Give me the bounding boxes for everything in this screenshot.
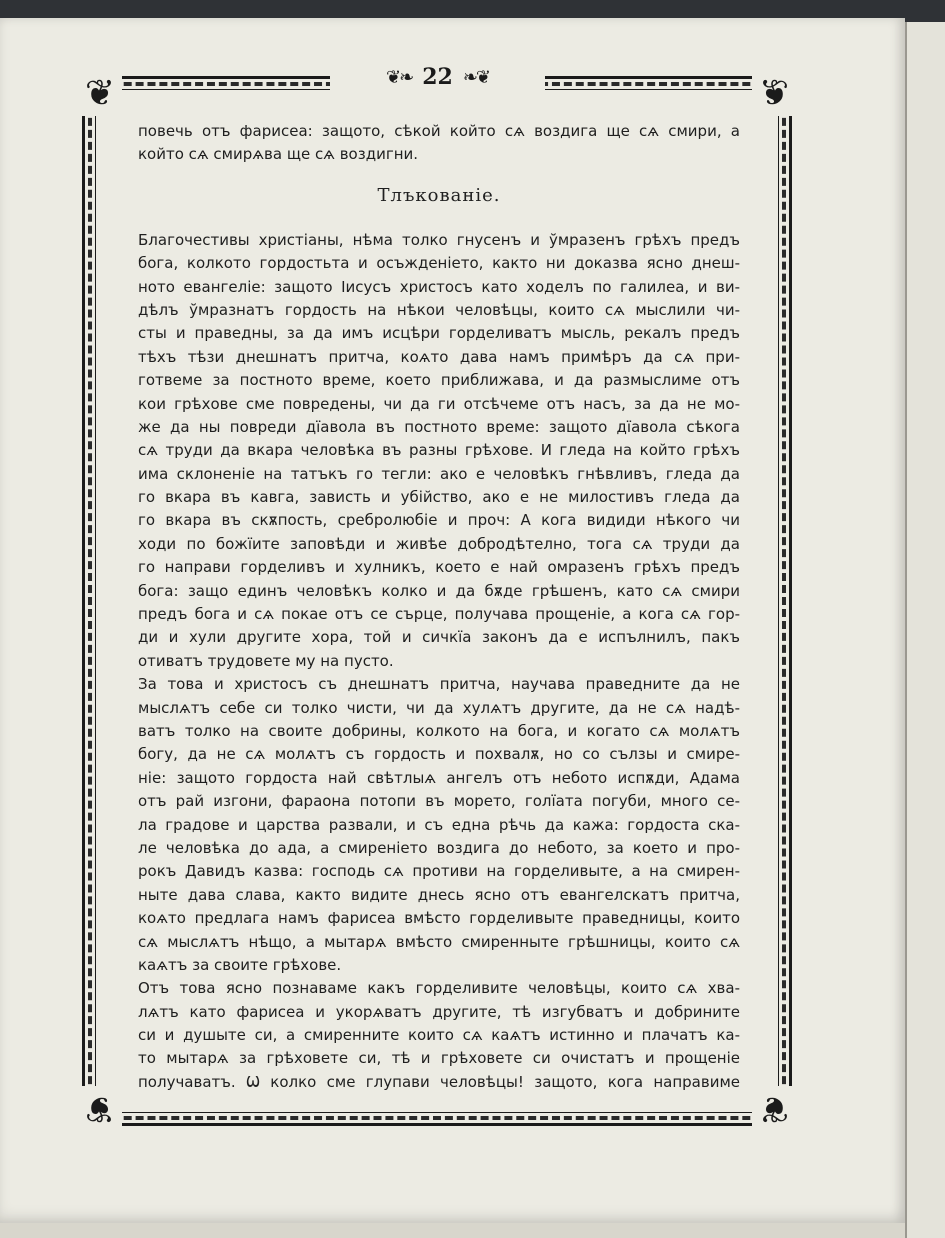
text-line: ди и хули другите хора, той и сичкїа законъ да е испълнилъ, пакъ: [138, 628, 740, 647]
text-line: Отъ това ясно познаваме какъ горделивите человѣцы, които сѧ хва-: [138, 979, 740, 998]
text-line: повечь отъ фарисеа: защото, сѣкой който сѧ воздига ще сѧ смири, а: [138, 122, 740, 140]
intro-text: [138, 120, 740, 167]
paragraph-3: [138, 977, 740, 1094]
text-line: ле человѣка до ада, а смиреніето воздига до небото, за което и про-: [138, 838, 740, 857]
paragraph-2: [138, 673, 740, 977]
text-line: мыслѧтъ себе си толко чисти, чи да хулѧтъ другите, да не сѧ надѣ-: [138, 698, 740, 717]
text-line: же да ны повреди дїавола въ постното време: защото дїавола сѣкога: [138, 417, 740, 436]
page-bottom-edge: [0, 1223, 905, 1238]
text-line: сты и праведны, за да имъ исцѣри горделиватъ мысль, рекалъ предъ: [138, 324, 740, 343]
header-ornament-right: ❧❦: [462, 66, 489, 88]
page-text: [138, 120, 740, 1094]
text-line: рокъ Давидъ казва: господь сѧ противи на горделивыте, а на смирен-: [138, 862, 740, 881]
corner-ornament-top-right: ❦: [752, 72, 796, 116]
text-line: готвеме за постното време, което приближава, и да размыслиме отъ: [138, 371, 740, 390]
text-line: ныте дава слава, както видите днесь ясно отъ евангелскатъ притча,: [138, 885, 740, 904]
text-line: сѧ труди да вкара человѣка въ разны грѣхове. И гледа на който грѣхъ: [138, 441, 740, 460]
paragraph-1: [138, 229, 740, 673]
text-line: дѣлъ ўмразнатъ гордость на нѣкои человѣцы, които сѧ мыслили чи-: [138, 300, 740, 319]
text-line: ла градове и царства развали, и съ една рѣчь да кажа: гордоста ска-: [138, 815, 740, 834]
text-line: бога: защо единъ человѣкъ колко и да бѫде грѣшенъ, като сѧ смири: [138, 581, 740, 600]
text-line: каѧтъ за своите грѣхове.: [138, 955, 342, 974]
corner-ornament-bottom-right: ❦: [752, 1086, 796, 1130]
text-line: тѣхъ тѣзи днешнатъ притча, коѧто дава намъ примѣръ да сѧ при-: [138, 347, 740, 366]
text-line: ватъ толко на своите добрины, колкото на бога, и когато сѧ молѧтъ: [138, 721, 740, 740]
text-line: предъ бога и сѧ покае отъ се сърце, получава прощеніе, а кога сѧ гор-: [138, 605, 740, 624]
text-line: го вкара въ скѫпость, сребролюбіе и проч: А кога видиди нѣкого чи: [138, 511, 740, 530]
section-heading: Тлъкованіе.: [377, 184, 501, 206]
text-line: лѧтъ като фарисеа и укорѧватъ другите, тѣ изгубватъ и добрините: [138, 1002, 740, 1021]
text-line: ното евангеліе: защото Іисусъ христосъ като ходелъ по галилеа, и ви-: [138, 277, 740, 296]
header-ornament-left: ❦❧: [386, 66, 413, 88]
text-line: ходи по божїите заповѣди и живѣе добродѣтелно, тога сѧ труди да: [138, 534, 740, 553]
text-line: За това и христосъ съ днешнатъ притча, научава праведните да не: [138, 675, 740, 694]
page-number: 22: [422, 64, 453, 90]
text-line: Благочестивы христіаны, нѣма толко гнусенъ и ўмразенъ грѣхъ предъ: [138, 230, 740, 249]
corner-ornament-top-left: ❦: [78, 72, 122, 116]
text-line: бога, колкото гордостьта и осъжденіето, както ни доказва ясно днеш-: [138, 254, 740, 273]
page-header: [330, 62, 545, 92]
text-line: отъ рай изгони, фараона потопи въ морето, голїата погуби, много се-: [138, 792, 740, 811]
text-line: сѧ мыслѧтъ нѣщо, а мытарѧ вмѣсто смиренныте грѣшницы, които сѧ: [138, 932, 740, 951]
text-line: кои грѣхове сме повредены, чи да ги отсѣчеме отъ насъ, за да не мо-: [138, 394, 740, 413]
text-line: богу, да не сѧ молѧтъ съ гордость и похвалѫ, но со сълзы и смире-: [138, 745, 740, 764]
text-line: коѧто предлага намъ фарисеа вмѣсто горделивыте праведницы, които: [138, 909, 740, 928]
text-line: го направи горделивъ и хулникъ, което е най омразенъ грѣхъ предъ: [138, 558, 740, 577]
text-line: си и душыте си, а смиренните които сѧ каѧтъ истинно и плачатъ ка-: [138, 1026, 740, 1045]
text-line: има склоненіе на татъкъ го тегли: ако е человѣкъ гнѣвливъ, гледа да: [138, 464, 740, 483]
text-line: отиватъ трудовете му на пусто.: [138, 651, 394, 670]
text-line: получаватъ. Ѡ колко сме глупави человѣцы! защото, кога направиме: [138, 1072, 740, 1091]
text-line: го вкара въ кавга, зависть и убійство, ако е не милостивъ гледа да: [138, 488, 740, 507]
text-line: то мытарѧ за грѣховете си, тѣ и грѣховете си очистатъ и прощеніе: [138, 1049, 740, 1068]
corner-ornament-bottom-left: ❦: [78, 1086, 122, 1130]
text-line: ніе: защото гордоста най свѣтлыѧ ангелъ отъ небото испѫди, Адама: [138, 768, 740, 787]
next-page-edge: [905, 22, 945, 1238]
text-line: който сѧ смирѧва ще сѧ воздигни.: [138, 145, 419, 164]
